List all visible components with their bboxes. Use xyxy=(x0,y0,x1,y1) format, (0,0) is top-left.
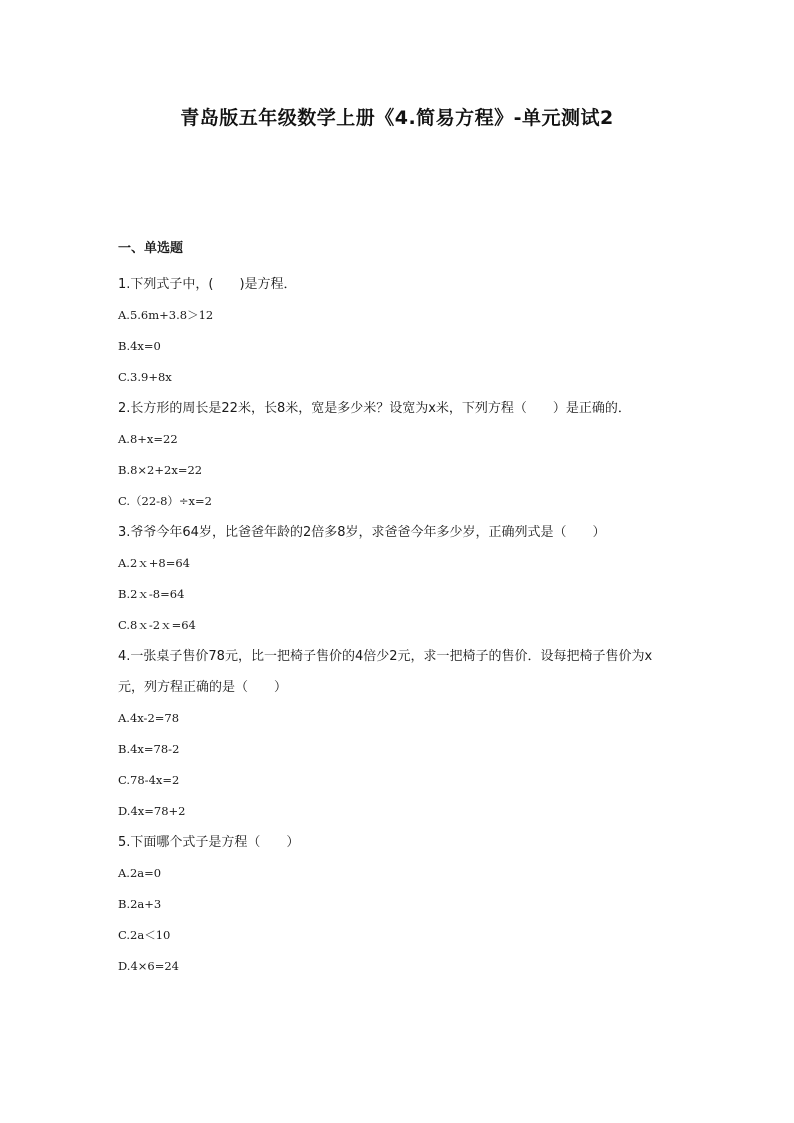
question-stem: 2.长方形的周长是22米，长8米，宽是多少米？设宽为x米，下列方程（ ）是正确的． xyxy=(118,401,631,416)
option-c: C.78-4x=2 xyxy=(118,773,180,787)
option-c: C.8ｘ-2ｘ=64 xyxy=(118,618,196,632)
question-1 xyxy=(118,269,678,393)
document-title: 青岛版五年级数学上册《4.简易方程》-单元测试2 xyxy=(180,107,614,129)
question-stem: 1.下列式子中，( )是方程． xyxy=(118,277,297,292)
option-c: C.2a＜10 xyxy=(118,928,171,942)
option-d: D.4x=78+2 xyxy=(118,804,186,818)
option-a: A.2a=0 xyxy=(118,866,162,880)
option-a: A.8+x=22 xyxy=(118,432,178,446)
option-a: A.2ｘ+8=64 xyxy=(118,556,190,570)
question-stem: 4.一张桌子售价78元，比一把椅子售价的4倍少2元，求一把椅子的售价．设每把椅子售价为x元，列方程正确的是（ ） xyxy=(118,649,653,695)
option-b: B.4x=0 xyxy=(118,339,161,353)
option-b: B.2a+3 xyxy=(118,897,162,911)
option-a: A.5.6m+3.8＞12 xyxy=(118,308,214,322)
question-stem: 5.下面哪个式子是方程（ ） xyxy=(118,835,300,850)
question-5 xyxy=(118,827,678,982)
question-4 xyxy=(118,641,678,827)
option-b: B.2ｘ-8=64 xyxy=(118,587,185,601)
option-d: D.4×6=24 xyxy=(118,959,180,973)
option-a: A.4x-2=78 xyxy=(118,711,180,725)
option-b: B.8×2+2x=22 xyxy=(118,463,203,477)
question-list xyxy=(118,238,678,982)
option-c: C.（22-8）÷x=2 xyxy=(118,494,212,508)
section-heading: 一、单选题 xyxy=(118,241,184,256)
option-c: C.3.9+8x xyxy=(118,370,172,384)
question-3 xyxy=(118,517,678,641)
question-2 xyxy=(118,393,678,517)
option-b: B.4x=78-2 xyxy=(118,742,180,756)
question-stem: 3.爷爷今年64岁，比爸爸年龄的2倍多8岁，求爸爸今年多少岁，正确列式是（ ） xyxy=(118,525,606,540)
